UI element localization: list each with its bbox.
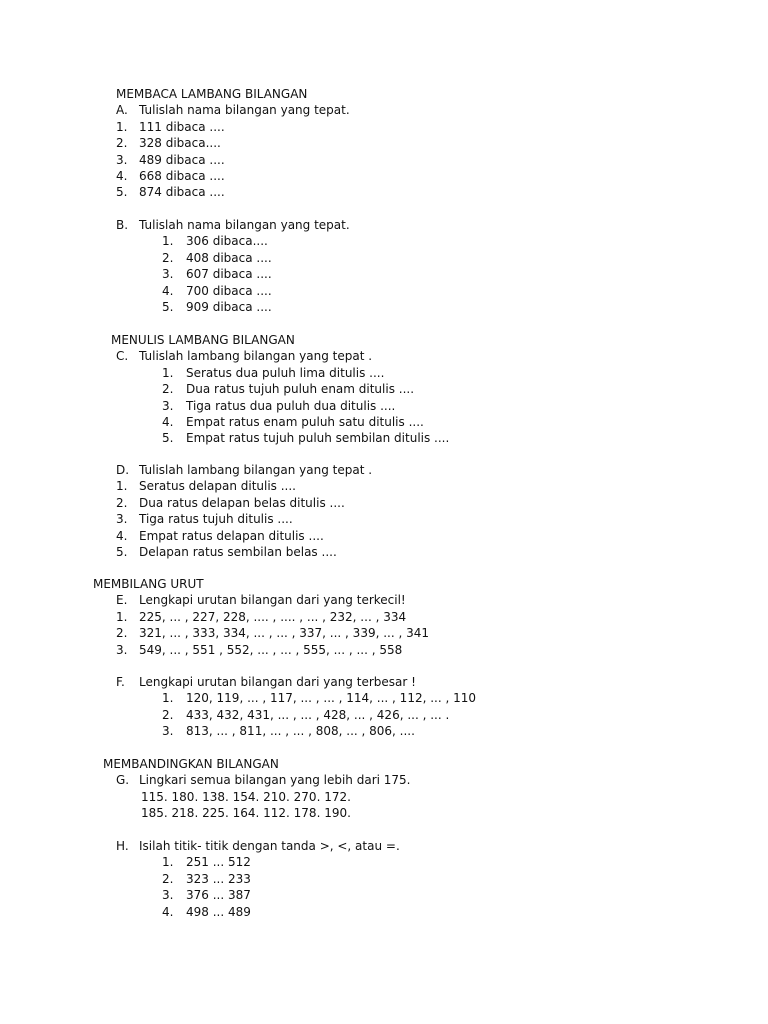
item-number: 2. [162,871,174,886]
section-membilang [0,576,768,658]
question-letter: C. [116,349,129,364]
item-number: 5. [116,544,128,559]
question-instruction: Tulislah lambang bilangan yang tepat . [139,349,373,364]
item-text: Dua ratus delapan belas ditulis .... [139,495,345,510]
item-text: 489 dibaca .... [139,152,225,167]
item-text: 321, ... , 333, 334, ... , ... , 337, ... , 339, ... , 341 [139,626,430,641]
item-number: 4. [116,528,128,543]
question-b [0,217,768,315]
item-number: 3. [162,398,174,413]
item-number: 3. [162,724,174,739]
list-item [0,381,768,397]
item-number: 3. [162,267,174,282]
list-item [0,528,768,544]
list-item [0,690,768,706]
item-text: Seratus delapan ditulis .... [139,479,296,494]
number-row-text: 185. 218. 225. 164. 112. 178. 190. [141,806,351,821]
item-text: Empat ratus delapan ditulis .... [139,528,324,543]
question-letter: B. [116,218,129,232]
question-letter: D. [116,463,130,477]
list-item [0,152,768,168]
item-text: 498 ... 489 [186,904,251,919]
item-text: 700 dibaca .... [186,283,272,298]
item-text: Empat ratus tujuh puluh sembilan ditulis .... [186,431,450,446]
number-row-text: 115. 180. 138. 154. 210. 270. 172. [141,789,351,804]
list-item [0,233,768,249]
list-item [0,250,768,266]
list-item [0,365,768,381]
item-text: Dua ratus tujuh puluh enam ditulis .... [186,382,415,397]
item-text: 433, 432, 431, ... , ... , 428, ... , 426, ... , ... . [186,707,450,722]
item-number: 4. [162,904,174,919]
list-item [0,168,768,184]
section-membandingkan [0,756,768,822]
list-item [0,854,768,870]
question-letter: H. [116,839,129,853]
question-e [0,592,768,608]
item-number: 1. [162,365,174,380]
section-heading: MEMBILANG URUT [93,577,204,591]
item-number: 2. [116,626,128,641]
list-item [0,887,768,903]
question-c [0,348,768,364]
item-number: 2. [116,495,128,510]
item-text: 376 ... 387 [186,888,251,903]
section-heading: MENULIS LAMBANG BILANGAN [111,333,295,347]
item-text: 549, ... , 551 , 552, ... , ... , 555, ... , ... , 558 [139,642,403,657]
item-number: 1. [162,234,174,249]
item-text: 225, ... , 227, 228, .... , .... , ... , 232, ... , 334 [139,609,407,624]
list-item [0,266,768,282]
list-item [0,723,768,739]
question-h [0,838,768,920]
item-text: 909 dibaca .... [186,299,272,314]
item-number: 5. [162,299,174,314]
list-item [0,299,768,315]
item-text: 328 dibaca.... [139,136,221,151]
question-letter: A. [116,103,128,118]
question-instruction: Tulislah nama bilangan yang tepat. [139,103,350,118]
item-number: 3. [162,888,174,903]
item-text: Empat ratus enam puluh satu ditulis .... [186,414,424,429]
item-text: 607 dibaca .... [186,267,272,282]
question-a [0,102,768,118]
section-menulis [0,332,768,447]
question-instruction: Tulislah nama bilangan yang tepat. [139,218,350,232]
question-instruction: Lengkapi urutan bilangan dari yang terkecil! [139,593,406,608]
item-text: 111 dibaca .... [139,119,225,134]
question-g [0,772,768,788]
list-item [0,119,768,135]
section-membaca [0,86,768,201]
item-number: 2. [162,382,174,397]
item-number: 5. [162,431,174,446]
number-row [0,789,768,805]
section-heading: MEMBANDINGKAN BILANGAN [103,757,279,771]
question-letter: F. [116,675,125,689]
item-number: 3. [116,512,128,527]
section-heading: MEMBACA LAMBANG BILANGAN [116,87,308,101]
item-text: Tiga ratus tujuh ditulis .... [139,512,293,527]
list-item [0,511,768,527]
list-item [0,283,768,299]
item-number: 4. [162,414,174,429]
list-item [0,609,768,625]
question-instruction: Isilah titik- titik dengan tanda >, <, atau =. [139,839,400,853]
question-f [0,674,768,740]
list-item [0,430,768,446]
item-number: 1. [162,691,174,706]
list-item [0,544,768,560]
question-instruction: Lingkari semua bilangan yang lebih dari 175. [139,773,411,788]
question-d [0,462,768,560]
item-number: 2. [162,250,174,265]
list-item [0,642,768,658]
list-item [0,135,768,151]
item-text: 874 dibaca .... [139,185,225,200]
item-number: 3. [116,642,128,657]
list-item [0,625,768,641]
item-number: 1. [116,119,128,134]
item-number: 2. [116,136,128,151]
item-text: 306 dibaca.... [186,234,268,249]
list-item [0,398,768,414]
item-text: Delapan ratus sembilan belas .... [139,544,337,559]
item-number: 1. [116,609,128,624]
item-number: 1. [116,479,128,494]
item-text: 120, 119, ... , 117, ... , ... , 114, ... , 112, ... , 110 [186,691,477,706]
item-text: 668 dibaca .... [139,168,225,183]
item-number: 4. [116,168,128,183]
item-number: 2. [162,707,174,722]
list-item [0,871,768,887]
list-item [0,414,768,430]
list-item [0,495,768,511]
item-number: 1. [162,855,174,870]
item-number: 5. [116,185,128,200]
list-item [0,904,768,920]
number-row [0,805,768,821]
item-text: 323 ... 233 [186,871,251,886]
question-letter: E. [116,593,128,608]
question-instruction: Lengkapi urutan bilangan dari yang terbesar ! [139,675,416,689]
list-item [0,184,768,200]
question-letter: G. [116,773,130,788]
item-text: Seratus dua puluh lima ditulis .... [186,365,385,380]
item-text: 408 dibaca .... [186,250,272,265]
item-number: 4. [162,283,174,298]
item-text: 813, ... , 811, ... , ... , 808, ... , 806, .... [186,724,415,739]
question-instruction: Tulislah lambang bilangan yang tepat . [139,463,373,477]
item-number: 3. [116,152,128,167]
item-text: Tiga ratus dua puluh dua ditulis .... [186,398,396,413]
item-text: 251 ... 512 [186,855,251,870]
list-item [0,478,768,494]
list-item [0,707,768,723]
